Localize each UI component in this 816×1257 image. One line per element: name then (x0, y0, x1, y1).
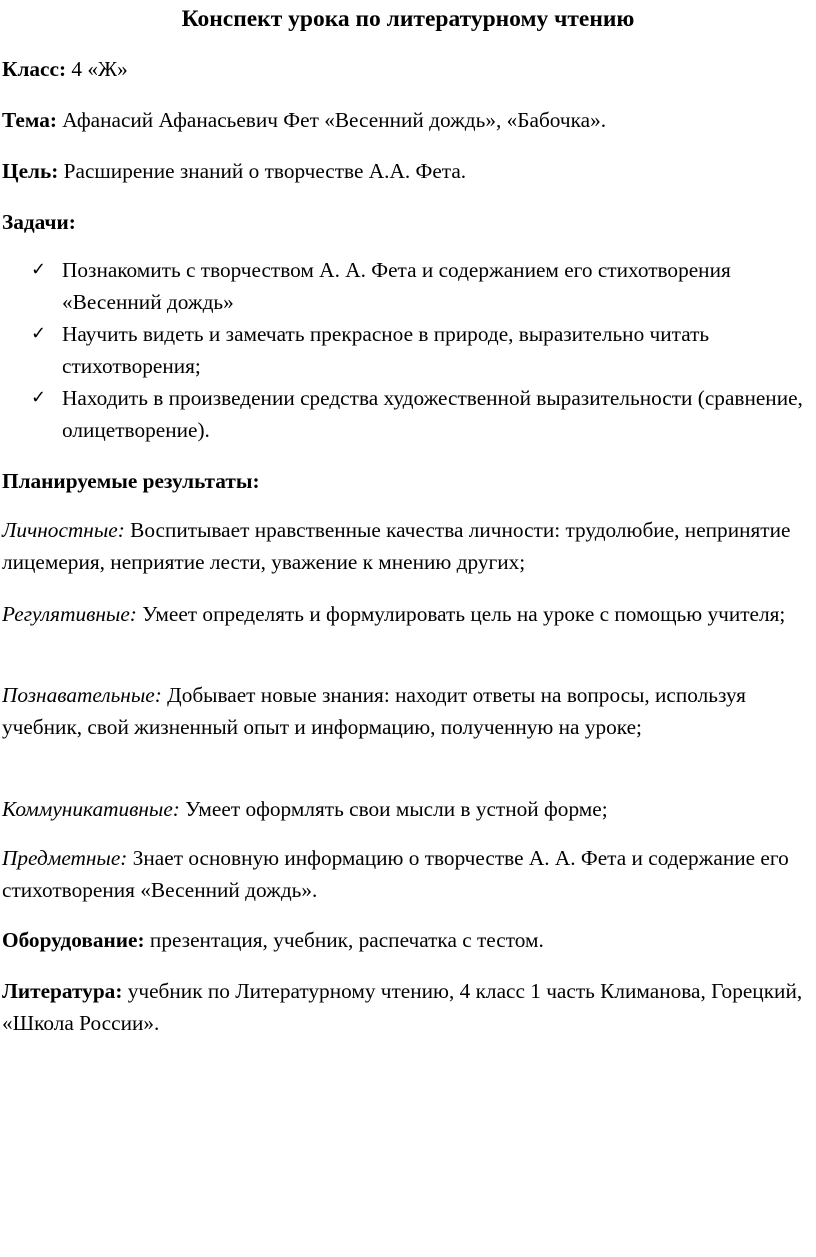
results-heading: Планируемые результаты: (2, 469, 260, 493)
goal-label: Цель: (2, 159, 59, 183)
tasks-heading: Задачи: (2, 210, 76, 234)
class-label: Класс: (2, 57, 67, 81)
checkmark-icon: ✓ (31, 259, 47, 280)
result-communicative (2, 793, 814, 825)
task-item (2, 254, 814, 318)
task-text: Познакомить с творчеством А. А. Фета и содержанием его стихотворения «Весенний дождь» (62, 258, 731, 314)
task-text: Находить в произведении средства художественной выразительности (сравнение, олицетворение). (62, 386, 803, 442)
result-label: Познавательные: (2, 683, 162, 707)
literature-line (2, 975, 814, 1039)
literature-label: Литература: (2, 979, 123, 1003)
result-regulatory (2, 598, 814, 630)
equipment-label: Оборудование: (2, 928, 145, 952)
result-subject (2, 842, 814, 906)
result-text: Воспитывает нравственные качества личности: трудолюбие, непринятие лицемерия, неприятие лести, уважение к мнению других; (2, 518, 791, 574)
result-text: Умеет определять и формулировать цель на уроке с помощью учителя; (136, 602, 786, 626)
result-label: Личностные: (2, 518, 125, 542)
task-item (2, 382, 814, 446)
result-label: Регулятивные: (2, 602, 137, 626)
goal-value: Расширение знаний о творчестве А.А. Фета. (58, 159, 467, 183)
checkmark-icon: ✓ (31, 387, 47, 408)
result-text: Знает основную информацию о творчестве А. А. Фета и содержание его стихотворения «Весенний дождь». (2, 846, 789, 902)
result-text: Умеет оформлять свои мысли в устной форме; (179, 797, 608, 821)
literature-value: учебник по Литературному чтению, 4 класс 1 часть Климанова, Горецкий, «Школа России». (2, 979, 803, 1035)
checkmark-icon: ✓ (31, 323, 47, 344)
class-value: 4 «Ж» (66, 57, 128, 81)
task-item (2, 318, 814, 382)
result-cognitive (2, 679, 814, 743)
equipment-line (2, 924, 814, 956)
result-label: Коммуникативные: (2, 797, 180, 821)
goal-line (2, 155, 814, 187)
tasks-list-wrap (2, 254, 814, 446)
topic-label: Тема: (2, 108, 57, 132)
equipment-value: презентация, учебник, распечатка с тестом. (144, 928, 544, 952)
result-personal (2, 514, 814, 578)
task-text: Научить видеть и замечать прекрасное в природе, выразительно читать стихотворения; (62, 322, 710, 378)
result-text: Добывает новые знания: находит ответы на вопросы, используя учебник, свой жизненный опыт и информацию, полученную на уроке; (2, 683, 746, 739)
result-label: Предметные: (2, 846, 128, 870)
topic-line (2, 104, 814, 136)
tasks-list (2, 254, 814, 446)
page-title: Конспект урока по литературному чтению (181, 6, 635, 32)
class-line (2, 53, 814, 85)
topic-value: Афанасий Афанасьевич Фет «Весенний дождь», «Бабочка». (56, 108, 607, 132)
